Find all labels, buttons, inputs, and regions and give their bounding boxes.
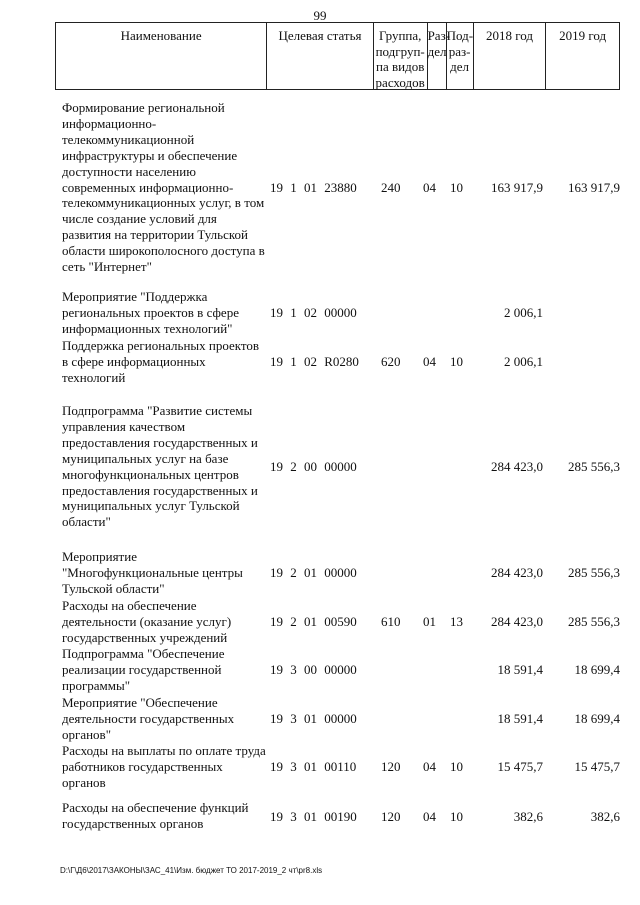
row-target: 19 2 00 00000 — [270, 459, 357, 474]
row-2019: 285 556,3 — [568, 565, 620, 580]
row-group: 240 — [381, 180, 401, 195]
row-target: 19 2 01 00000 — [270, 565, 357, 580]
row-name: Мероприятие "Обеспечение деятельности государственных органов" — [62, 695, 235, 742]
table-header — [55, 22, 620, 90]
row-2019: 285 556,3 — [568, 614, 620, 629]
row-2019: 15 475,7 — [574, 759, 620, 774]
row-target: 19 3 01 00110 — [270, 759, 357, 774]
row-name: Расходы на выплаты по оплате труда работников государственных органов — [62, 743, 266, 790]
row-target: 19 3 01 00000 — [270, 711, 357, 726]
row-name: Мероприятие "Поддержка региональных проектов в сфере информационных технологий" — [62, 289, 239, 336]
header-target: Целевая статья — [267, 23, 374, 89]
file-path-footer: D:\Г\Д6\2017\ЗАКОНЫ\ЗАС_41\Изм. бюджет ТО 2017-2019_2 чт\pr8.xls — [60, 866, 323, 875]
row-group: 120 — [381, 759, 401, 774]
row-target: 19 1 01 23880 — [270, 180, 357, 195]
row-name: Подпрограмма "Обеспечение реализации государственной программы" — [62, 646, 225, 693]
row-2019: 18 699,4 — [574, 711, 620, 726]
row-razdel: 04 — [423, 809, 436, 824]
header-2019: 2019 год — [559, 28, 607, 43]
row-2018: 382,6 — [513, 809, 543, 824]
row-name: Расходы на обеспечение функций государственных органов — [62, 800, 249, 831]
row-2018: 2 006,1 — [504, 305, 543, 320]
row-name: Формирование региональной информационно-телекоммуникационной инфраструктуры и обеспечение доступности населению современных информационно-телекоммуникационных услуг, в том числе создание условий для развития на территории Тульской области широкополосного доступа в сеть "Интернет" — [62, 100, 265, 275]
row-target: 19 3 01 00190 — [270, 809, 357, 824]
row-2018: 163 917,9 — [491, 180, 543, 195]
row-target: 19 1 02 R0280 — [270, 354, 359, 369]
row-2019: 18 699,4 — [574, 662, 620, 677]
row-podrazdel: 10 — [450, 759, 463, 774]
row-group: 610 — [381, 614, 401, 629]
row-2019: 163 917,9 — [568, 180, 620, 195]
row-name: Подпрограмма "Развитие системы управления качеством предоставления государственных и муниципальных услуг на базе многофункциональных центров предоставления государственных и муниципальных услуг Тульской области" — [62, 403, 258, 530]
header-razdel: Раз-дел — [428, 23, 447, 89]
row-podrazdel: 10 — [450, 354, 463, 369]
row-razdel: 04 — [423, 180, 436, 195]
row-2018: 2 006,1 — [504, 354, 543, 369]
page-number: 99 — [313, 8, 327, 23]
row-2018: 18 591,4 — [497, 662, 543, 677]
row-group: 120 — [381, 809, 401, 824]
row-podrazdel: 10 — [450, 180, 463, 195]
header-group: Группа, подгруп-па видов расходов — [374, 23, 428, 89]
row-podrazdel: 13 — [450, 614, 463, 629]
row-2018: 284 423,0 — [491, 565, 543, 580]
row-2018: 284 423,0 — [491, 614, 543, 629]
header-name: Наименование — [56, 23, 267, 89]
row-name: Поддержка региональных проектов в сфере информационных технологий — [62, 338, 260, 385]
row-2019: 382,6 — [590, 809, 620, 824]
row-2018: 15 475,7 — [497, 759, 543, 774]
row-name: Мероприятие "Многофункциональные центры Тульской области" — [62, 549, 243, 596]
row-razdel: 04 — [423, 759, 436, 774]
row-group: 620 — [381, 354, 401, 369]
row-razdel: 01 — [423, 614, 436, 629]
row-podrazdel: 10 — [450, 809, 463, 824]
row-target: 19 2 01 00590 — [270, 614, 357, 629]
row-target: 19 3 00 00000 — [270, 662, 357, 677]
row-2018: 284 423,0 — [491, 459, 543, 474]
row-target: 19 1 02 00000 — [270, 305, 357, 320]
row-razdel: 04 — [423, 354, 436, 369]
row-name: Расходы на обеспечение деятельности (оказание услуг) государственных учреждений — [62, 598, 232, 645]
header-2018: 2018 год — [474, 23, 547, 89]
row-2018: 18 591,4 — [497, 711, 543, 726]
row-2019: 285 556,3 — [568, 459, 620, 474]
header-podrazdel: Под-раз-дел — [447, 23, 474, 89]
